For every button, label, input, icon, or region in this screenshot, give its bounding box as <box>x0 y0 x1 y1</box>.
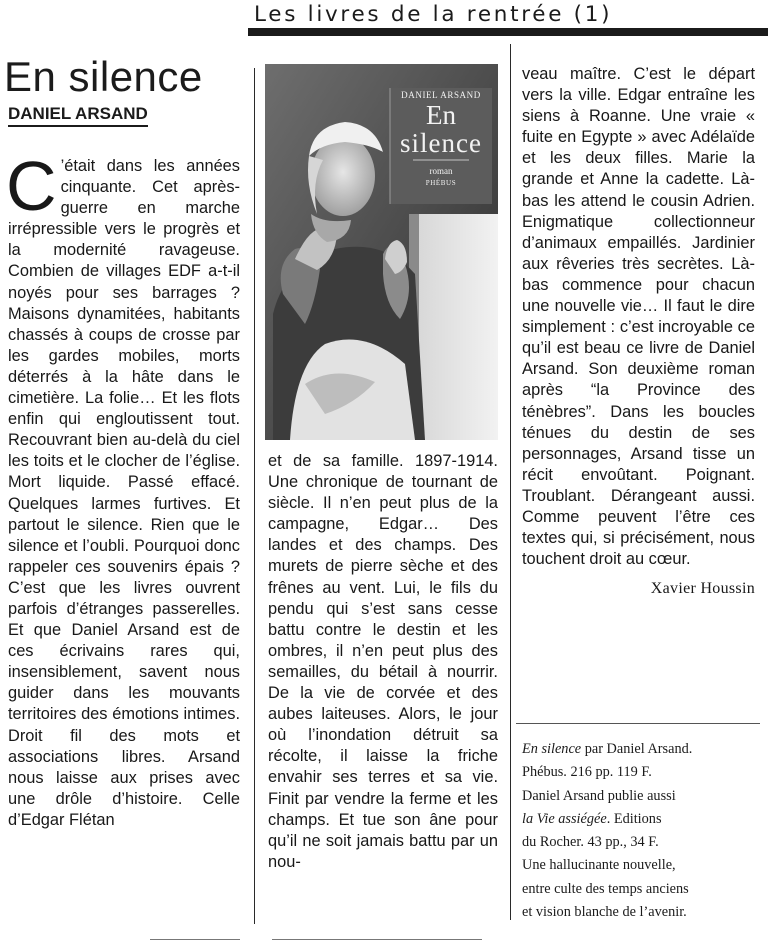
book-cover-image <box>265 64 498 440</box>
author-byline: DANIEL ARSAND <box>8 104 148 127</box>
book-info-box <box>522 738 760 924</box>
cover-publisher: PHÉBUS <box>425 179 457 187</box>
cover-title-line-2: silence <box>400 128 482 158</box>
info-line-7: entre culte des temps anciens <box>522 880 689 897</box>
column-1-text: ’était dans les années cinquante. Cet après-guerre en marche irrépressible vers le progrès et la modernité ravageuse. Combien de villages EDF a-t-il noyés pour ses barrages ? Maisons dynamitées, habitants chassés à coups de crosse par les gardes mobiles, morts déterrés à la hâte dans le cimetière. La folie… Et les flots enfin qui engloutissent tout. Recouvrant bien au-delà du ciel les toits et le clocher de l’église. Mort liquide. Passé effacé. Quelques larmes furtives. Et partout le silence. Rien que le silence et l’oubli. Pourquoi donc rappeler ces souvenirs épais ? C’est que les livres ouvrent parfois d’étranges passerelles. Et que Daniel Arsand est de ces écrivains rares qui, insensiblement, savent nous guider dans les mouvants territoires des émotions intimes. Droit fil des mots et associations libres. Arsand nous laisse aux prises avec une drôle d’histoire. Celle d’Edgar Flétan <box>8 157 240 829</box>
column-2-text: et de sa famille. 1897-1914. Une chronique de tournant de siècle. Il n’en peut plus de la campagne, Edgar… Des landes et des champs. Des murets de pierre sèche et des frênes au vent. Lui, le fils du pendu qui s’est sans cesse battu contre le destin et les ombres, il n’en peut plus des semailles, du bétail à nourrir. De la vie de corvée et des aubes laiteuses. Alors, le jour où l’inondation détruit sa récolte, il laisse la friche envahir ses terres et sa vie. Finit par vendre la ferme et les champs. Et tue son âne pour qu’il ne soit jamais battu par un nou- <box>268 452 498 871</box>
info-line-3: Daniel Arsand publie aussi <box>522 787 676 804</box>
cover-genre: roman <box>429 166 453 176</box>
info-line-2: Phébus. 216 pp. 119 F. <box>522 764 652 781</box>
section-title: Les livres de la rentrée (1) <box>254 2 613 27</box>
cover-author: DANIEL ARSAND <box>401 90 481 100</box>
footer-rule <box>272 939 482 940</box>
info-edition: . Editions <box>606 810 662 827</box>
info-line-1 <box>522 738 760 761</box>
article-column-2 <box>268 451 498 873</box>
info-author: par Daniel Arsand. <box>581 741 693 757</box>
drop-cap: C <box>6 147 57 225</box>
info-line-8: et vision blanche de l’avenir. <box>522 904 687 921</box>
article-signature <box>522 578 755 599</box>
info-divider <box>516 723 760 724</box>
column-divider <box>254 68 255 924</box>
column-divider <box>510 44 511 920</box>
article-column-3 <box>522 64 755 599</box>
header-rule <box>248 28 768 36</box>
article-column-1 <box>6 147 240 831</box>
section-header <box>248 0 768 40</box>
info-line-4 <box>522 808 760 831</box>
footer-rule <box>150 939 240 940</box>
info-line-6: Une hallucinante nouvelle, <box>522 857 676 874</box>
signature-last-name: Houssin <box>700 580 755 598</box>
info-other-title: la Vie assiégée <box>522 810 607 827</box>
cover-title-line-1: En <box>426 100 456 130</box>
column-3-text: veau maître. C’est le départ vers la ville. Edgar entraîne les siens à Roanne. Une vraie « fuite en Egypte » avec Adélaïde et les deux filles. Marie la grande et Anne la cadette. Là-bas les attend le cousin Adrien. Enigmatique collectionneur d’animaux empaillés. Jardinier aux rêveries très secrètes. Là-bas commence pour chacun une nouvelle vie… Il faut le dire simplement : c’est incroyable ce qu’il est beau ce livre de Daniel Arsand. Son deuxième roman après “la Province des ténèbres”. Dans les boucles ténues du destin de ses personnages, Arsand tisse un récit envoûtant. Poignant. Troublant. Dérangeant aussi. Comme peuvent l’être ces textes qui, si précisément, nous touchent droit au cœur. <box>522 65 755 569</box>
signature-first-name: Xavier <box>650 580 697 598</box>
info-book-title: En silence <box>522 741 582 757</box>
info-line-5: du Rocher. 43 pp., 34 F. <box>522 834 659 851</box>
article-title: En silence <box>4 53 203 100</box>
book-cover-illustration <box>265 64 498 440</box>
